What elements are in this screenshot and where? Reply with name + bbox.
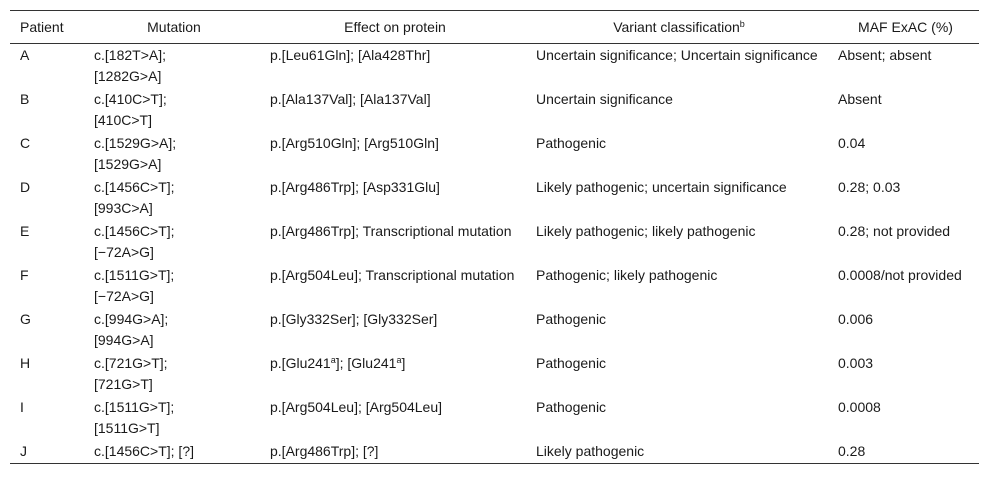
table-row: [10, 132, 979, 176]
cell-classification: Pathogenic: [536, 355, 607, 371]
cell-patient: D: [20, 179, 31, 195]
cell-maf: 0.003: [838, 355, 874, 371]
cell-mutation: [84, 88, 260, 132]
cell-effect: p.[Leu61Gln]; [Ala428Thr]: [270, 47, 431, 63]
cell-patient: B: [20, 91, 30, 107]
mutation-line: c.[1529G>A];: [94, 135, 177, 151]
table-row: [10, 352, 979, 396]
effect-footnote: a: [330, 355, 336, 365]
mutation-line: c.[721G>T];: [94, 355, 168, 371]
effect-text: p.[Glu241: [270, 355, 331, 371]
cell-maf: Absent: [838, 91, 882, 107]
mutation-line: [994G>A]: [94, 332, 154, 348]
effect-text: ]: [401, 355, 406, 371]
cell-mutation: [84, 176, 260, 220]
mutation-line: c.[1456C>T];: [94, 223, 175, 239]
mutation-line: c.[1511G>T];: [94, 399, 175, 415]
cell-patient: G: [20, 311, 31, 327]
table-row: [10, 396, 979, 440]
cell-mutation: c.[1456C>T]; [?]: [84, 440, 260, 464]
cell-maf: 0.28: [828, 440, 979, 464]
mutation-line: c.[994G>A];: [94, 311, 169, 327]
mutation-line: [1529G>A]: [94, 156, 162, 172]
mutation-line: c.[410C>T];: [94, 91, 167, 107]
mutation-line: [721G>T]: [94, 376, 153, 392]
cell-maf: 0.04: [838, 135, 866, 151]
mutation-line: c.[182T>A];: [94, 47, 166, 63]
cell-maf: 0.28; not provided: [838, 223, 951, 239]
cell-effect: [260, 352, 526, 396]
table-row: [10, 88, 979, 132]
header-effect: Effect on protein: [260, 11, 526, 44]
cell-patient: C: [20, 135, 31, 151]
cell-effect: p.[Arg504Leu]; Transcriptional mutation: [270, 267, 515, 283]
effect-text: ]; [Glu241: [335, 355, 397, 371]
cell-classification: Uncertain significance; Uncertain significance: [536, 47, 818, 63]
cell-maf: 0.006: [838, 311, 874, 327]
table-row: [10, 308, 979, 352]
header-classification: [526, 11, 828, 44]
cell-patient: J: [10, 440, 84, 464]
cell-mutation: [84, 308, 260, 352]
cell-mutation: [84, 220, 260, 264]
cell-effect: p.[Arg504Leu]; [Arg504Leu]: [270, 399, 443, 415]
cell-classification: Pathogenic; likely pathogenic: [536, 267, 718, 283]
cell-maf: Absent; absent: [838, 47, 932, 63]
cell-effect: p.[Arg486Trp]; [Asp331Glu]: [270, 179, 440, 195]
cell-mutation: [84, 44, 260, 89]
header-patient: Patient: [10, 11, 84, 44]
cell-mutation: [84, 132, 260, 176]
cell-patient: H: [20, 355, 31, 371]
cell-mutation: [84, 396, 260, 440]
mutation-line: [−72A>G]: [94, 244, 154, 260]
cell-maf: 0.0008: [838, 399, 881, 415]
mutation-line: [993C>A]: [94, 200, 153, 216]
cell-classification: Likely pathogenic; likely pathogenic: [536, 223, 756, 239]
cell-effect: p.[Ala137Val]; [Ala137Val]: [270, 91, 431, 107]
header-mutation: Mutation: [84, 11, 260, 44]
cell-classification: Likely pathogenic: [526, 440, 828, 464]
cell-classification: Pathogenic: [536, 399, 607, 415]
cell-patient: A: [20, 47, 30, 63]
effect-footnote: a: [396, 355, 402, 365]
table-header-row: [10, 11, 979, 44]
table-row: [10, 44, 979, 89]
mutation-line: [410C>T]: [94, 112, 152, 128]
table-row: [10, 220, 979, 264]
mutation-line: [1511G>T]: [94, 420, 160, 436]
cell-effect: p.[Arg486Trp]; Transcriptional mutation: [270, 223, 512, 239]
cell-classification: Pathogenic: [536, 135, 607, 151]
cell-classification: Likely pathogenic; uncertain significance: [536, 179, 787, 195]
mutation-line: [−72A>G]: [94, 288, 154, 304]
mutation-line: [1282G>A]: [94, 68, 162, 84]
cell-maf: 0.28; 0.03: [838, 179, 901, 195]
mutation-line: c.[1456C>T];: [94, 179, 175, 195]
cell-patient: F: [20, 267, 29, 283]
table-row: [10, 176, 979, 220]
cell-classification: Pathogenic: [536, 311, 607, 327]
cell-maf: 0.0008/not provided: [838, 267, 962, 283]
mutation-line: c.[1511G>T];: [94, 267, 175, 283]
header-classification-footnote: b: [739, 18, 745, 29]
header-maf: MAF ExAC (%): [828, 11, 979, 44]
cell-effect: p.[Gly332Ser]; [Gly332Ser]: [270, 311, 438, 327]
cell-classification: Uncertain significance: [536, 91, 673, 107]
cell-mutation: [84, 264, 260, 308]
header-classification-label: Variant classification: [613, 18, 740, 35]
cell-effect: p.[Arg510Gln]; [Arg510Gln]: [270, 135, 439, 151]
table-row: [10, 264, 979, 308]
cell-patient: I: [20, 399, 24, 415]
variants-table: [10, 10, 979, 464]
cell-mutation: [84, 352, 260, 396]
cell-patient: E: [20, 223, 30, 239]
cell-effect: p.[Arg486Trp]; [?]: [260, 440, 526, 464]
table-row: [10, 440, 979, 464]
